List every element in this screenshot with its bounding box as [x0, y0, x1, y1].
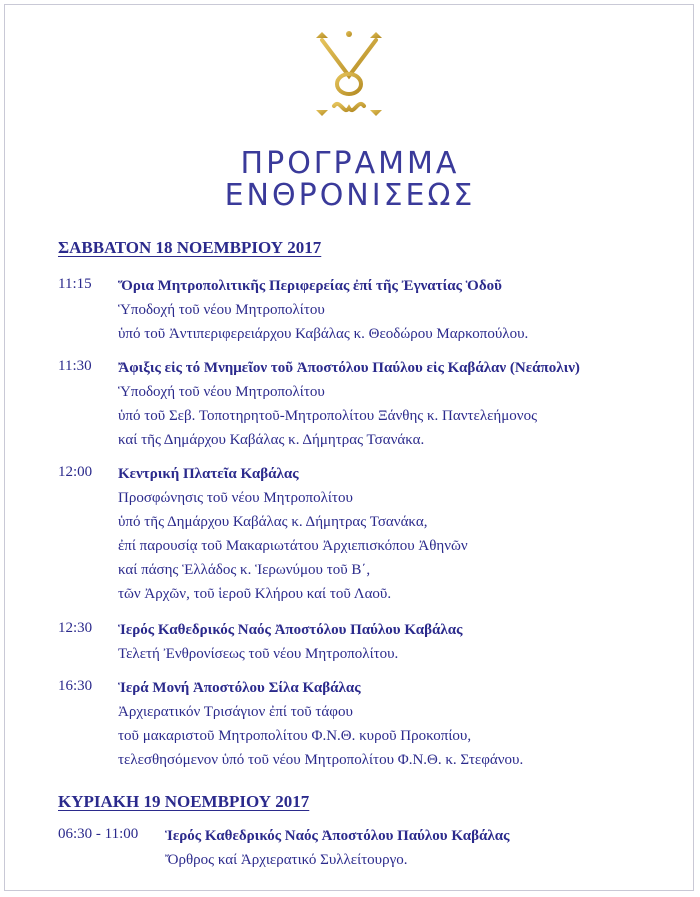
event-time: 12:30: [58, 620, 93, 636]
event-venue: Ἱερός Καθεδρικός Ναός Ἀποστόλου Παύλου Καβάλας: [165, 828, 510, 844]
event-detail: τῶν Ἀρχῶν, τοῦ ἱεροῦ Κλήρου καί τοῦ Λαοῦ.: [118, 586, 392, 602]
event-venue: Κεντρική Πλατεῖα Καβάλας: [118, 466, 299, 482]
event-venue: Ἱερός Καθεδρικός Ναός Ἀποστόλου Παύλου Καβάλας: [118, 622, 463, 638]
event-detail: Τελετή Ἐνθρονίσεως τοῦ νέου Μητροπολίτου.: [118, 646, 399, 662]
event-detail: Ἀρχιερατικόν Τρισάγιον ἐπί τοῦ τάφου: [118, 704, 353, 720]
page-title-line1: ΠΡΟΓΡΑΜΜΑ: [240, 146, 460, 181]
event-detail: Προσφώνησις τοῦ νέου Μητροπολίτου: [118, 490, 353, 506]
event-detail: ὑπό τῆς Δημάρχου Καβάλας κ. Δήμητρας Τσανάκα,: [118, 514, 428, 530]
event-time: 12:00: [58, 464, 93, 480]
event-detail: Ὑποδοχή τοῦ νέου Μητροπολίτου: [118, 384, 325, 400]
event-detail: τελεσθησόμενον ὑπό τοῦ νέου Μητροπολίτου Φ.Ν.Θ. κ. Στεφάνου.: [118, 752, 524, 768]
event-detail: καί πάσης Ἑλλάδος κ. Ἱερωνύμου τοῦ Β΄,: [118, 562, 371, 578]
page-title-line2: ΕΝΘΡΟΝΙΣΕΩΣ: [224, 178, 476, 213]
event-time: 16:30: [58, 678, 93, 694]
event-detail: Ὑποδοχή τοῦ νέου Μητροπολίτου: [118, 302, 325, 318]
event-detail: ὑπό τοῦ Ἀντιπεριφερειάρχου Καβάλας κ. Θεοδώρου Μαρκοπούλου.: [118, 326, 529, 342]
event-detail: Ὄρθρος καί Ἀρχιερατικό Συλλείτουργο.: [165, 852, 408, 868]
event-time: 11:30: [58, 358, 92, 374]
metropolis-monogram-icon: [314, 28, 384, 120]
day-heading-saturday: ΣΑΒΒΑΤΟΝ 18 ΝΟΕΜΒΡΙΟΥ 2017: [58, 238, 322, 257]
event-detail: ἐπί παρουσίᾳ τοῦ Μακαριωτάτου Ἀρχιεπισκόπου Ἀθηνῶν: [118, 538, 468, 554]
event-venue: Ἄφιξις εἰς τό Μνημεῖον τοῦ Ἀποστόλου Παύλου εἰς Καβάλαν (Νεάπολιν): [118, 360, 580, 376]
event-detail: καί τῆς Δημάρχου Καβάλας κ. Δήμητρας Τσανάκα.: [118, 432, 425, 448]
event-time: 11:15: [58, 276, 92, 292]
event-detail: ὑπό τοῦ Σεβ. Τοποτηρητοῦ-Μητροπολίτου Ξάνθης κ. Παντελεήμονος: [118, 408, 538, 424]
event-detail: τοῦ μακαριστοῦ Μητροπολίτου Φ.Ν.Θ. κυροῦ Προκοπίου,: [118, 728, 472, 744]
event-time: 06:30 - 11:00: [58, 826, 139, 842]
event-venue: Ὅρια Μητροπολιτικῆς Περιφερείας ἐπί τῆς Ἐγνατίας Ὁδοῦ: [118, 278, 502, 294]
event-venue: Ἱερά Μονή Ἀποστόλου Σίλα Καβάλας: [118, 680, 361, 696]
day-heading-sunday: ΚΥΡΙΑΚΗ 19 ΝΟΕΜΒΡΙΟΥ 2017: [58, 792, 310, 811]
